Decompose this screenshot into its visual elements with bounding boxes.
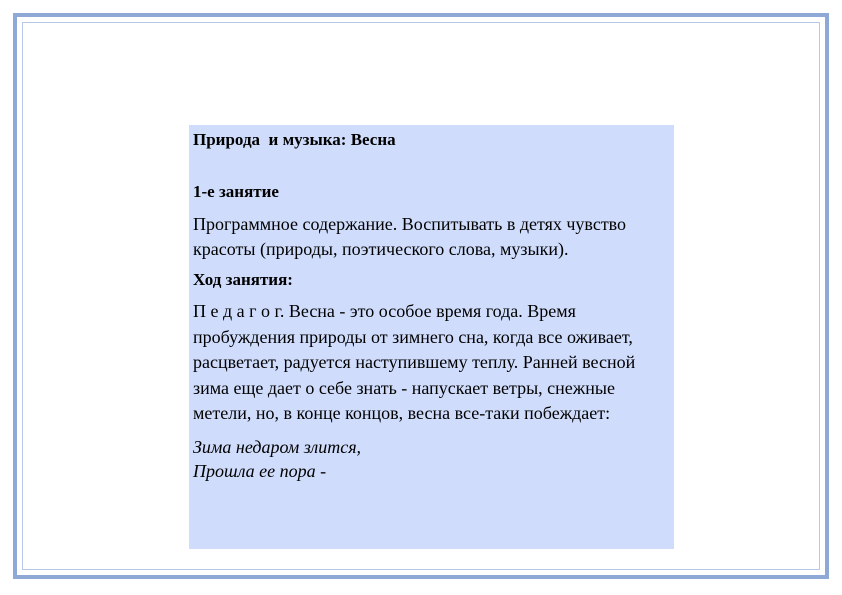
poem-line: Прошла ее пора -: [193, 460, 327, 481]
teacher-speech-paragraph: П е д а г о г. Весна - это особое время года. Время пробуждения природы от зимнего сна, когда все оживает, расцветает, радуется наступившему теплу. Ранней весной зима еще дает о себе знать - напускает ветры, снежные метели, но, в конце концов, весна все-таки побеждает:: [193, 301, 636, 423]
lesson-progress-heading: Ход занятия:: [193, 270, 293, 289]
poem-block: [193, 435, 670, 483]
program-content-paragraph: Программное содержание. Воспитывать в детях чувство красоты (природы, поэтического слова, музыки).: [193, 214, 627, 259]
poem-line: Зима недаром злится,: [193, 436, 362, 457]
document-title: Природа и музыка: Весна: [193, 130, 396, 149]
lesson-number: 1-е занятие: [193, 182, 279, 201]
content-text-box[interactable]: [189, 125, 674, 549]
